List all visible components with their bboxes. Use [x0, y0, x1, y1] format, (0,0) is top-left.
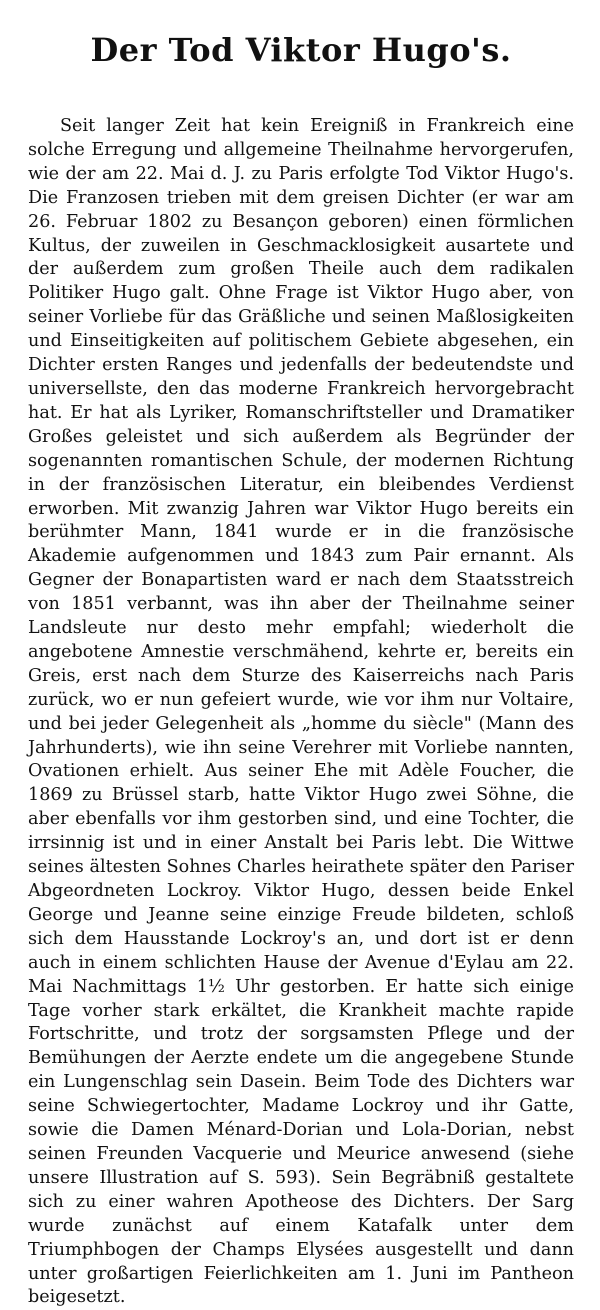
- article-title: Der Tod Viktor Hugo's.: [90, 31, 512, 69]
- article-body: Seit langer Zeit hat kein Ereigniß in Frankreich eine solche Erregung und allgemeine Theilnahme hervorgerufen, wie der am 22. Mai d. J. zu Paris erfolgte Tod Viktor Hugo's. Die Franzosen trieben mit dem greisen Dichter (er war am 26. Februar 1802 zu Besançon geboren) einen förmlichen Kultus, der zuweilen in Geschmacklosigkeit ausartete und der außerdem zum großen Theile auch dem radikalen Politiker Hugo galt. Ohne Frage ist Viktor Hugo aber, von seiner Vorliebe für das Gräßliche und seinen Maßlosigkeiten und Einseitigkeiten auf politischem Gebiete abgesehen, ein Dichter ersten Ranges und jedenfalls der bedeutendste und universellste, den das moderne Frankreich hervorgebracht hat. Er hat als Lyriker, Romanschriftsteller und Dramatiker Großes geleistet und sich außerdem als Begründer der sogenannten romantischen Schule, der modernen Richtung in der französischen Literatur, ein bleibendes Verdienst erworben. Mit zwanzig Jahren war Viktor Hugo bereits ein berühmter Mann, 1841 wurde er in die französische Akademie aufgenommen und 1843 zum Pair ernannt. Als Gegner der Bonapartisten ward er nach dem Staatsstreich von 1851 verbannt, was ihn aber der Theilnahme seiner Landsleute nur desto mehr empfahl; wiederholt die angebotene Amnestie verschmähend, kehrte er, bereits ein Greis, erst nach dem Sturze des Kaiserreichs nach Paris zurück, wo er nun gefeiert wurde, wie vor ihm nur Voltaire, und bei jeder Gelegenheit als „homme du siècle" (Mann des Jahrhunderts), wie ihn seine Verehrer mit Vorliebe nannten, Ovationen erhielt. Aus seiner Ehe mit Adèle Foucher, die 1869 zu Brüssel starb, hatte Viktor Hugo zwei Söhne, die aber ebenfalls vor ihm gestorben sind, und eine Tochter, die irrsinnig ist und in einer Anstalt bei Paris lebt. Die Wittwe seines ältesten Sohnes Charles heirathete später den Pariser Abgeordneten Lockroy. Viktor Hugo, dessen beide Enkel George und Jeanne seine einzige Freude bildeten, schloß sich dem Hausstande Lockroy's an, und dort ist er denn auch in einem schlichten Hause der Avenue d'Eylau am 22. Mai Nachmittags 1½ Uhr gestorben. Er hatte sich einige Tage vorher stark erkältet, die Krankheit machte rapide Fortschritte, und trotz der sorgsamsten Pflege und der Bemühungen der Aerzte endete um die angegebene Stunde ein Lungenschlag sein Dasein. Beim Tode des Dichters war seine Schwiegertochter, Madame Lockroy und ihr Gatte, sowie die Damen Ménard-Dorian und Lola-Dorian, nebst seinen Freunden Vacquerie und Meurice anwesend (siehe unsere Illustration auf S. 593). Sein Begräbniß gestaltete sich zu einer wahren Apotheose des Dichters. Der Sarg wurde zunächst auf einem Katafalk unter dem Triumphbogen der Champs Elysées ausgestellt und dann unter großartigen Feierlichkeiten am 1. Juni im Pantheon beigesetzt.: [28, 116, 574, 1308]
